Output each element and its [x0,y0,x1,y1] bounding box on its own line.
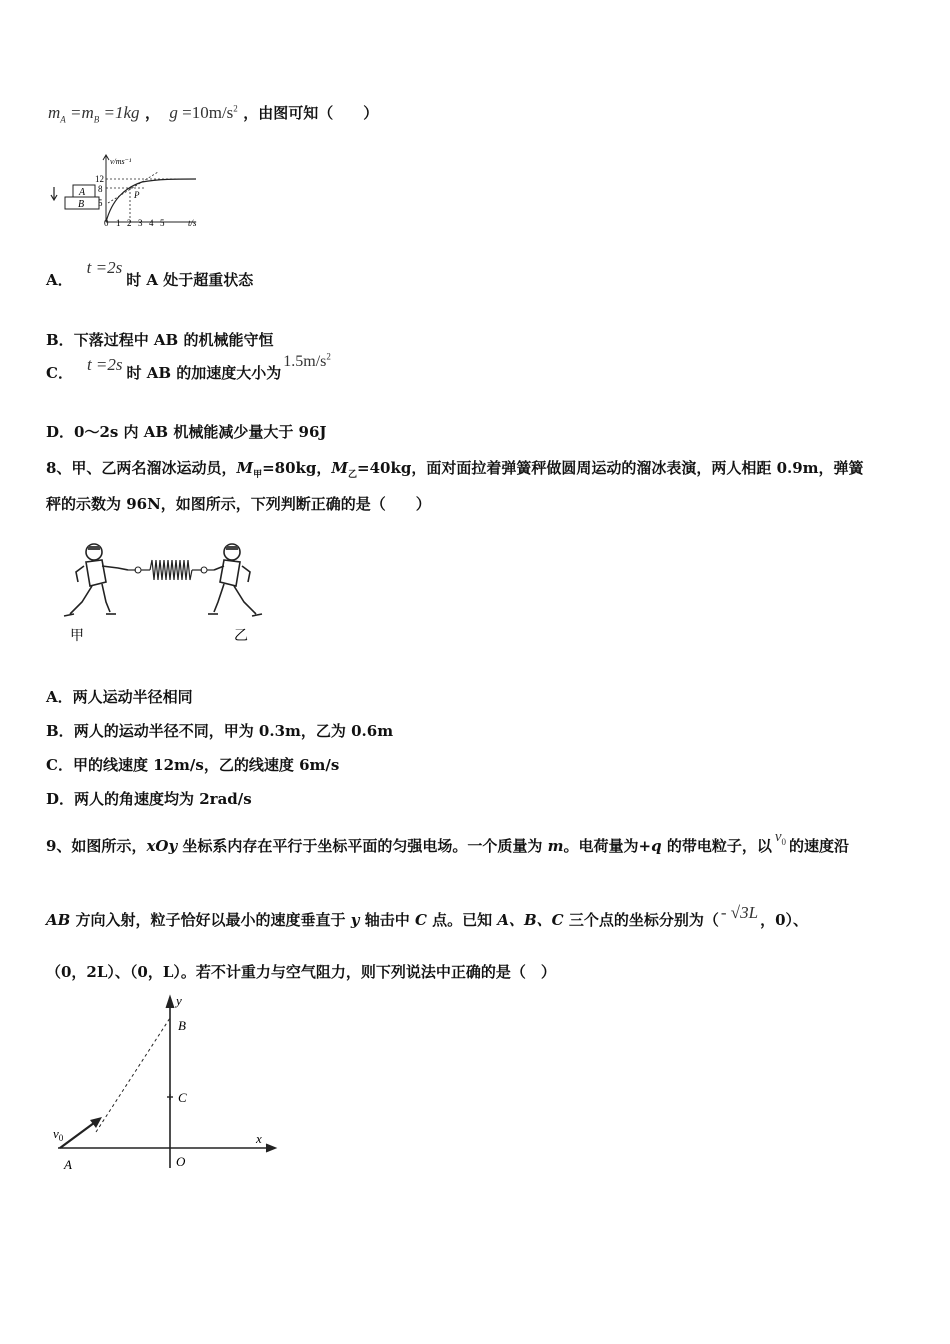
q7-mass-formula: $m_A =m_B =1kg$ [48,103,140,125]
q9-stem-line3: （0，2L）、（0，L）。若不计重力与空气阻力，则下列说法中正确的是（ ） [46,963,556,981]
q7-option-c-accel: $1.5m/s^2$ [283,351,331,370]
q9-coord-a: - √3L [720,903,759,922]
q7-option-c: C． t =2s 时 AB 的加速度大小为$1.5m/s^2$ [46,351,331,382]
x-tick: 1 [116,218,121,228]
vt-curve [106,179,196,222]
x-tick: 5 [160,218,165,228]
x-axis-label: x [256,1131,262,1146]
q9-figure [46,990,286,1176]
x-tick: 2 [127,218,132,228]
q7-option-a: A．t =2s时 A 处于超重状态 [46,258,254,289]
label-jia: 甲 [70,628,84,644]
point-a-label: A [64,1157,72,1172]
q8-option-a: A．两人运动半径相同 [46,688,193,706]
v0-label: $v_0$ [53,1126,64,1143]
label-yi: 乙 [234,628,248,644]
q9-v0: $v_0$ [774,829,786,847]
y-axis-label: v/ms⁻¹ [110,157,132,166]
x-axis-label: t/s [188,218,197,228]
velocity-arrow [60,1120,98,1148]
q8-stem-line2: 秤的示数为 96N，如图所示，下列判断正确的是（ ） [46,495,431,513]
q7-stem: $m_A =m_B =1kg$ ， $g =10m/s^2$ ，由图可知（ ） [48,103,379,125]
skater-jia [64,544,128,616]
block-b-label: B [78,199,85,210]
q8-option-d: D．两人的角速度均为 2rad/s [46,790,252,808]
y-axis-label: y [176,993,182,1008]
y-tick: 12 [95,174,104,184]
q7-g-formula: $g =10m/s^2$ [169,103,238,122]
q7-option-c-formula: t =2s [86,355,123,374]
point-p-label: P [134,190,140,200]
q8-stem-line1: 8、甲、乙两名溜冰运动员，$M_甲=80kg$，$M_乙=40kg$，面对面拉着弹簧秤做圆周运动的溜冰表演，两人相距 0.9m，弹簧 [46,459,864,480]
block-a-label: A [79,187,86,198]
q9-stem-line2: AB 方向入射，粒子恰好以最小的速度垂直于 y 轴击中 C 点。已知 A、B、C 三个点的坐标分别为（ - √3L ，0）、 [46,903,808,929]
skater-yi [208,544,262,616]
x-tick: 0 [104,218,109,228]
q7-option-d: D．0～2s 内 AB 机械能减少量大于 96J [46,423,327,441]
line-ab [96,1018,170,1132]
x-tick: 4 [149,218,154,228]
y-tick: 8 [98,184,103,194]
q8-figure [56,538,276,648]
origin-label: O [176,1154,186,1169]
q8-option-b: B．两人的运动半径不同，甲为 0.3m，乙为 0.6m [46,722,394,740]
x-tick: 3 [138,218,143,228]
q8-option-c: C．甲的线速度 12m/s，乙的线速度 6m/s [46,756,340,774]
point-c-label: C [178,1090,187,1105]
y-tick: 5 [98,198,103,208]
q7-figure [46,152,216,237]
q9-stem-line1: 9、如图所示，xOy 坐标系内存在平行于坐标平面的匀强电场。一个质量为 m。电荷量为+q 的带电粒子，以 $v_0$ 的速度沿 [46,829,850,855]
q7-option-a-formula: t =2s [86,258,123,277]
q7-option-b: B．下落过程中 AB 的机械能守恒 [46,331,274,349]
point-b-label: B [178,1018,186,1033]
spring-scale [150,560,192,580]
